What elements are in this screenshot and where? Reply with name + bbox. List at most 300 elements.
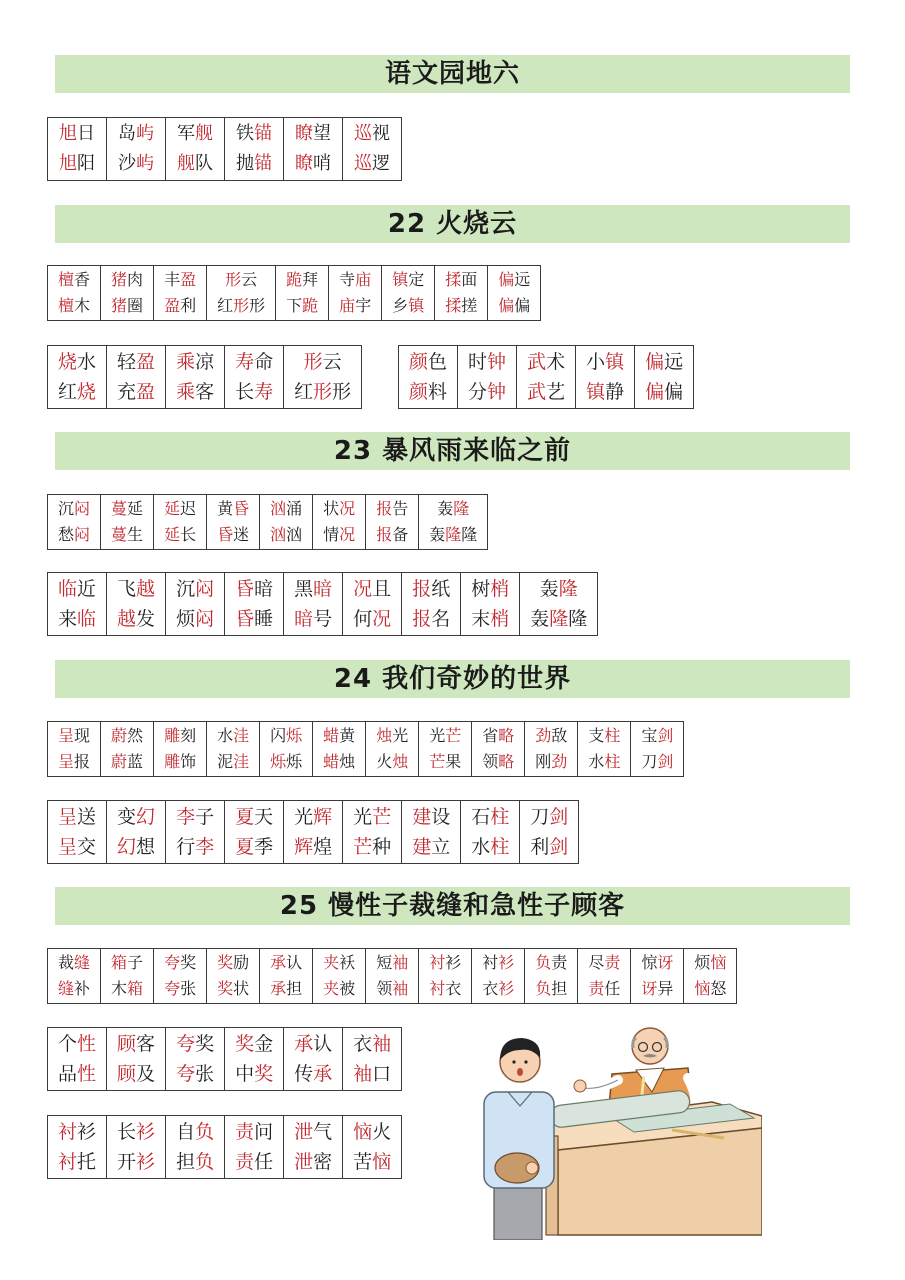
word-column <box>260 495 313 550</box>
highlighted-character: 略 <box>498 752 515 771</box>
word <box>236 149 272 179</box>
plain-character: 利 <box>530 836 550 858</box>
highlighted-character: 呈 <box>58 726 75 745</box>
plain-character: 命 <box>254 351 274 373</box>
plain-character: 宇 <box>355 296 372 315</box>
highlighted-character: 衬 <box>58 1121 78 1143</box>
plain-character: 延 <box>127 499 144 518</box>
plain-character: 黑 <box>294 578 314 600</box>
word-column <box>366 495 419 550</box>
word-column <box>101 949 154 1004</box>
plain-character: 云 <box>322 351 342 373</box>
word <box>58 1059 96 1089</box>
word <box>323 723 355 749</box>
word <box>445 293 477 319</box>
plain-character: 艺 <box>546 381 566 403</box>
word <box>641 950 673 976</box>
highlighted-character: 昏 <box>235 578 255 600</box>
highlighted-character: 镇 <box>586 381 606 403</box>
plain-character: 远 <box>514 270 531 289</box>
highlighted-character: 盈 <box>136 351 156 373</box>
plain-character: 刚 <box>535 752 552 771</box>
highlighted-character: 承 <box>270 979 287 998</box>
plain-character: 烦 <box>694 953 711 972</box>
word <box>177 119 213 149</box>
plain-character: 认 <box>313 1033 333 1055</box>
plain-character: 状 <box>233 979 250 998</box>
word <box>471 574 509 604</box>
highlighted-character: 烁 <box>270 752 287 771</box>
plain-character: 想 <box>136 836 156 858</box>
plain-character: 报 <box>74 752 91 771</box>
word-column <box>313 949 366 1004</box>
plain-character: 种 <box>372 836 392 858</box>
highlighted-character: 责 <box>235 1151 255 1173</box>
plain-character: 果 <box>445 752 462 771</box>
plain-character: 自 <box>176 1121 196 1143</box>
word <box>471 832 509 862</box>
highlighted-character: 屿 <box>136 153 154 174</box>
highlighted-character: 奖 <box>254 1063 274 1085</box>
highlighted-character: 建 <box>412 806 432 828</box>
plain-character: 任 <box>254 1151 274 1173</box>
plain-character: 领 <box>482 752 499 771</box>
word <box>530 802 568 832</box>
word-column <box>284 118 343 181</box>
plain-character: 铁 <box>236 123 254 144</box>
plain-character: 迷 <box>233 525 250 544</box>
plain-character: 客 <box>136 1033 156 1055</box>
word-column <box>631 949 684 1004</box>
highlighted-character: 夏 <box>235 806 255 828</box>
highlighted-character: 承 <box>270 953 287 972</box>
highlighted-character: 夹 <box>323 953 340 972</box>
plain-character: 怒 <box>710 979 727 998</box>
highlighted-character: 箱 <box>111 953 128 972</box>
plain-character: 形 <box>332 381 352 403</box>
section-header-lesson-22: 22 火烧云 <box>55 205 850 243</box>
word <box>111 293 143 319</box>
word <box>586 347 624 377</box>
highlighted-character: 隆 <box>453 499 470 518</box>
word <box>323 976 355 1002</box>
word-column <box>284 346 362 409</box>
word-column <box>48 266 101 321</box>
plain-character: 张 <box>180 979 197 998</box>
word-column <box>382 266 435 321</box>
word <box>235 832 273 862</box>
plain-character: 哨 <box>313 153 331 174</box>
word-column <box>419 722 472 777</box>
plain-character: 及 <box>136 1063 156 1085</box>
highlighted-character: 顾 <box>117 1033 137 1055</box>
highlighted-character: 泄 <box>294 1121 314 1143</box>
word-column <box>166 573 225 636</box>
highlighted-character: 梢 <box>490 608 510 630</box>
customer-eye-left <box>512 1060 515 1063</box>
word <box>177 149 213 179</box>
highlighted-character: 袖 <box>372 1033 392 1055</box>
word <box>323 749 355 775</box>
word-column <box>48 118 107 181</box>
highlighted-character: 乘 <box>176 351 196 373</box>
word-column <box>48 1116 107 1179</box>
plain-character: 料 <box>428 381 448 403</box>
plain-character: 苦 <box>353 1151 373 1173</box>
plain-character: 香 <box>74 270 91 289</box>
plain-character: 凉 <box>195 351 215 373</box>
plain-character: 闪 <box>270 726 287 745</box>
word <box>530 832 568 862</box>
highlighted-character: 剑 <box>657 726 674 745</box>
word <box>294 377 351 407</box>
word <box>353 574 391 604</box>
plain-character: 季 <box>254 836 274 858</box>
word-table-grid <box>47 265 541 321</box>
plain-character: 睡 <box>254 608 274 630</box>
highlighted-character: 跪 <box>302 296 319 315</box>
word-table-lesson-24-a <box>47 721 684 777</box>
plain-character: 送 <box>77 806 97 828</box>
plain-character: 乡 <box>392 296 409 315</box>
word <box>468 377 506 407</box>
highlighted-character: 盈 <box>164 296 181 315</box>
word <box>588 749 620 775</box>
highlighted-character: 昏 <box>235 608 255 630</box>
word <box>354 149 390 179</box>
word-column <box>207 722 260 777</box>
plain-character: 偏 <box>664 381 684 403</box>
plain-character: 奖 <box>195 1033 215 1055</box>
highlighted-character: 夹 <box>323 979 340 998</box>
word-column <box>461 801 520 864</box>
highlighted-character: 旭 <box>59 123 77 144</box>
plain-character: 尽 <box>588 953 605 972</box>
word-column <box>107 118 166 181</box>
word <box>58 723 90 749</box>
word-column <box>48 573 107 636</box>
highlighted-character: 形 <box>225 270 242 289</box>
plain-character: 密 <box>313 1151 333 1173</box>
plain-character: 生 <box>127 525 144 544</box>
highlighted-character: 况 <box>353 578 373 600</box>
plain-character: 黄 <box>217 499 234 518</box>
plain-character: 交 <box>77 836 97 858</box>
plain-character: 设 <box>431 806 451 828</box>
word-column <box>48 722 101 777</box>
word <box>376 496 408 522</box>
plain-character: 时 <box>468 351 488 373</box>
highlighted-character: 舰 <box>177 153 195 174</box>
highlighted-character: 承 <box>313 1063 333 1085</box>
section-header-lesson-25: 25 慢性子裁缝和急性子顾客 <box>55 887 850 925</box>
word-column <box>48 949 101 1004</box>
word <box>471 604 509 634</box>
highlighted-character: 镇 <box>408 296 425 315</box>
word <box>353 1059 391 1089</box>
plain-character: 任 <box>604 979 621 998</box>
section-header-lesson-23: 23 暴风雨来临之前 <box>55 432 850 470</box>
plain-character: 飞 <box>117 578 137 600</box>
word <box>445 267 477 293</box>
highlighted-character: 剑 <box>657 752 674 771</box>
highlighted-character: 揉 <box>445 270 462 289</box>
word <box>58 377 96 407</box>
highlighted-character: 奖 <box>217 953 234 972</box>
word <box>217 496 249 522</box>
highlighted-character: 衬 <box>429 953 446 972</box>
word <box>58 1147 96 1177</box>
section-header-lesson-24: 24 我们奇妙的世界 <box>55 660 850 698</box>
highlighted-character: 柱 <box>604 752 621 771</box>
highlighted-character: 巡 <box>354 123 372 144</box>
highlighted-character: 屿 <box>136 123 154 144</box>
highlighted-character: 闷 <box>195 608 215 630</box>
word <box>376 522 408 548</box>
highlighted-character: 临 <box>77 608 97 630</box>
highlighted-character: 顾 <box>117 1063 137 1085</box>
word <box>235 1117 273 1147</box>
highlighted-character: 临 <box>58 578 78 600</box>
highlighted-character: 呈 <box>58 836 78 858</box>
word-column <box>399 346 458 409</box>
word <box>117 1147 155 1177</box>
plain-character: 担 <box>286 979 303 998</box>
plain-character: 红 <box>217 296 234 315</box>
highlighted-character: 蔚 <box>111 752 128 771</box>
tailor-hand <box>574 1080 586 1092</box>
plain-character: 发 <box>136 608 156 630</box>
highlighted-character: 缝 <box>58 979 75 998</box>
word-column <box>48 801 107 864</box>
word <box>694 950 726 976</box>
plain-character: 形 <box>249 296 266 315</box>
highlighted-character: 呈 <box>58 806 78 828</box>
word-column <box>225 118 284 181</box>
highlighted-character: 柱 <box>604 726 621 745</box>
word <box>376 749 408 775</box>
plain-character: 立 <box>431 836 451 858</box>
highlighted-character: 烧 <box>58 351 78 373</box>
word-column <box>343 573 402 636</box>
word <box>295 149 331 179</box>
highlighted-character: 性 <box>77 1033 97 1055</box>
highlighted-character: 辉 <box>294 836 314 858</box>
highlighted-character: 衫 <box>498 979 515 998</box>
word-column <box>343 118 402 181</box>
word <box>235 604 273 634</box>
customer-pants <box>494 1183 542 1240</box>
word-column <box>313 722 366 777</box>
highlighted-character: 柱 <box>490 836 510 858</box>
plain-character: 衫 <box>77 1121 97 1143</box>
word-column <box>166 1116 225 1179</box>
word <box>641 749 673 775</box>
word <box>58 267 90 293</box>
highlighted-character: 颜 <box>409 381 429 403</box>
plain-character: 丰 <box>164 270 181 289</box>
word <box>217 293 265 319</box>
word-column <box>461 573 520 636</box>
plain-character: 沉 <box>58 499 75 518</box>
highlighted-character: 袖 <box>353 1063 373 1085</box>
plain-character: 分 <box>468 381 488 403</box>
highlighted-character: 揉 <box>445 296 462 315</box>
highlighted-character: 芒 <box>445 726 462 745</box>
highlighted-character: 幻 <box>136 806 156 828</box>
plain-character: 利 <box>180 296 197 315</box>
plain-character: 宝 <box>641 726 658 745</box>
highlighted-character: 闷 <box>74 499 91 518</box>
word-column <box>225 573 284 636</box>
plain-character: 个 <box>58 1033 78 1055</box>
word <box>235 574 273 604</box>
highlighted-character: 呈 <box>58 752 75 771</box>
plain-character: 沉 <box>176 578 196 600</box>
highlighted-character: 舰 <box>195 123 213 144</box>
plain-character: 轰 <box>530 608 550 630</box>
plain-character: 末 <box>471 608 491 630</box>
highlighted-character: 报 <box>376 525 393 544</box>
highlighted-character: 衫 <box>136 1121 156 1143</box>
plain-character: 树 <box>471 578 491 600</box>
highlighted-character: 李 <box>195 836 215 858</box>
plain-character: 军 <box>177 123 195 144</box>
word <box>353 1117 391 1147</box>
plain-character: 望 <box>313 123 331 144</box>
word <box>111 522 143 548</box>
highlighted-character: 武 <box>527 381 547 403</box>
word-column <box>107 1116 166 1179</box>
word <box>235 802 273 832</box>
word-column <box>154 495 207 550</box>
word-column <box>101 722 154 777</box>
word <box>58 749 90 775</box>
word <box>392 267 424 293</box>
word-column <box>107 346 166 409</box>
highlighted-character: 辉 <box>313 806 333 828</box>
plain-character: 石 <box>471 806 491 828</box>
word <box>270 749 302 775</box>
word <box>588 950 620 976</box>
word <box>58 1117 96 1147</box>
word-table-lesson-23-b <box>47 572 598 636</box>
highlighted-character: 恼 <box>694 979 711 998</box>
highlighted-character: 责 <box>604 953 621 972</box>
word <box>694 976 726 1002</box>
highlighted-character: 寿 <box>254 381 274 403</box>
word <box>164 749 196 775</box>
word <box>376 950 408 976</box>
word <box>111 723 143 749</box>
word <box>235 377 273 407</box>
word <box>482 749 514 775</box>
highlighted-character: 洼 <box>233 752 250 771</box>
highlighted-character: 蜡 <box>323 726 340 745</box>
customer-mouth <box>517 1068 523 1076</box>
plain-character: 拜 <box>302 270 319 289</box>
highlighted-character: 闷 <box>74 525 91 544</box>
word-column <box>101 266 154 321</box>
highlighted-character: 钟 <box>487 351 507 373</box>
word-column <box>520 573 598 636</box>
plain-character: 远 <box>664 351 684 373</box>
word <box>117 377 155 407</box>
plain-character: 煌 <box>313 836 333 858</box>
plain-character: 红 <box>58 381 78 403</box>
word-column <box>313 495 366 550</box>
plain-character: 担 <box>176 1151 196 1173</box>
highlighted-character: 镇 <box>605 351 625 373</box>
word <box>354 119 390 149</box>
word-column <box>343 801 402 864</box>
plain-character: 红 <box>294 381 314 403</box>
word <box>58 950 90 976</box>
word <box>58 604 96 634</box>
word-table-grid <box>47 1027 402 1091</box>
plain-character: 轰 <box>429 525 446 544</box>
highlighted-character: 暗 <box>294 608 314 630</box>
word <box>270 950 302 976</box>
highlighted-character: 偏 <box>645 381 665 403</box>
word-column <box>225 1116 284 1179</box>
highlighted-character: 形 <box>313 381 333 403</box>
plain-character: 轰 <box>437 499 454 518</box>
highlighted-character: 剑 <box>549 806 569 828</box>
highlighted-character: 庙 <box>355 270 372 289</box>
highlighted-character: 梢 <box>490 578 510 600</box>
plain-character: 衣 <box>353 1033 373 1055</box>
highlighted-character: 烛 <box>392 752 409 771</box>
word-table-lesson-23-a <box>47 494 488 550</box>
plain-character: 轰 <box>539 578 559 600</box>
word <box>235 1029 273 1059</box>
word <box>117 1117 155 1147</box>
plain-character: 涌 <box>286 499 303 518</box>
word <box>117 802 155 832</box>
word <box>376 723 408 749</box>
word <box>58 496 90 522</box>
highlighted-character: 武 <box>527 351 547 373</box>
highlighted-character: 恼 <box>353 1121 373 1143</box>
plain-character: 然 <box>127 726 144 745</box>
highlighted-character: 形 <box>303 351 323 373</box>
plain-character: 子 <box>127 953 144 972</box>
plain-character: 黄 <box>339 726 356 745</box>
plain-character: 省 <box>482 726 499 745</box>
word-column <box>525 949 578 1004</box>
plain-character: 水 <box>77 351 97 373</box>
plain-character: 客 <box>195 381 215 403</box>
word-table-lesson-25-b <box>47 1027 402 1091</box>
word <box>588 723 620 749</box>
word-table-lesson-22-a <box>47 265 541 321</box>
word-table-grid <box>398 345 694 409</box>
word <box>468 347 506 377</box>
tailor-head <box>632 1028 668 1064</box>
highlighted-character: 劲 <box>551 752 568 771</box>
plain-character: 肉 <box>127 270 144 289</box>
word-table-grid <box>47 345 362 409</box>
highlighted-character: 夸 <box>176 1033 196 1055</box>
highlighted-character: 盈 <box>136 381 156 403</box>
highlighted-character: 奖 <box>235 1033 255 1055</box>
highlighted-character: 猪 <box>111 270 128 289</box>
word <box>295 119 331 149</box>
word-column <box>284 1116 343 1179</box>
word-column <box>520 801 579 864</box>
word <box>392 293 424 319</box>
